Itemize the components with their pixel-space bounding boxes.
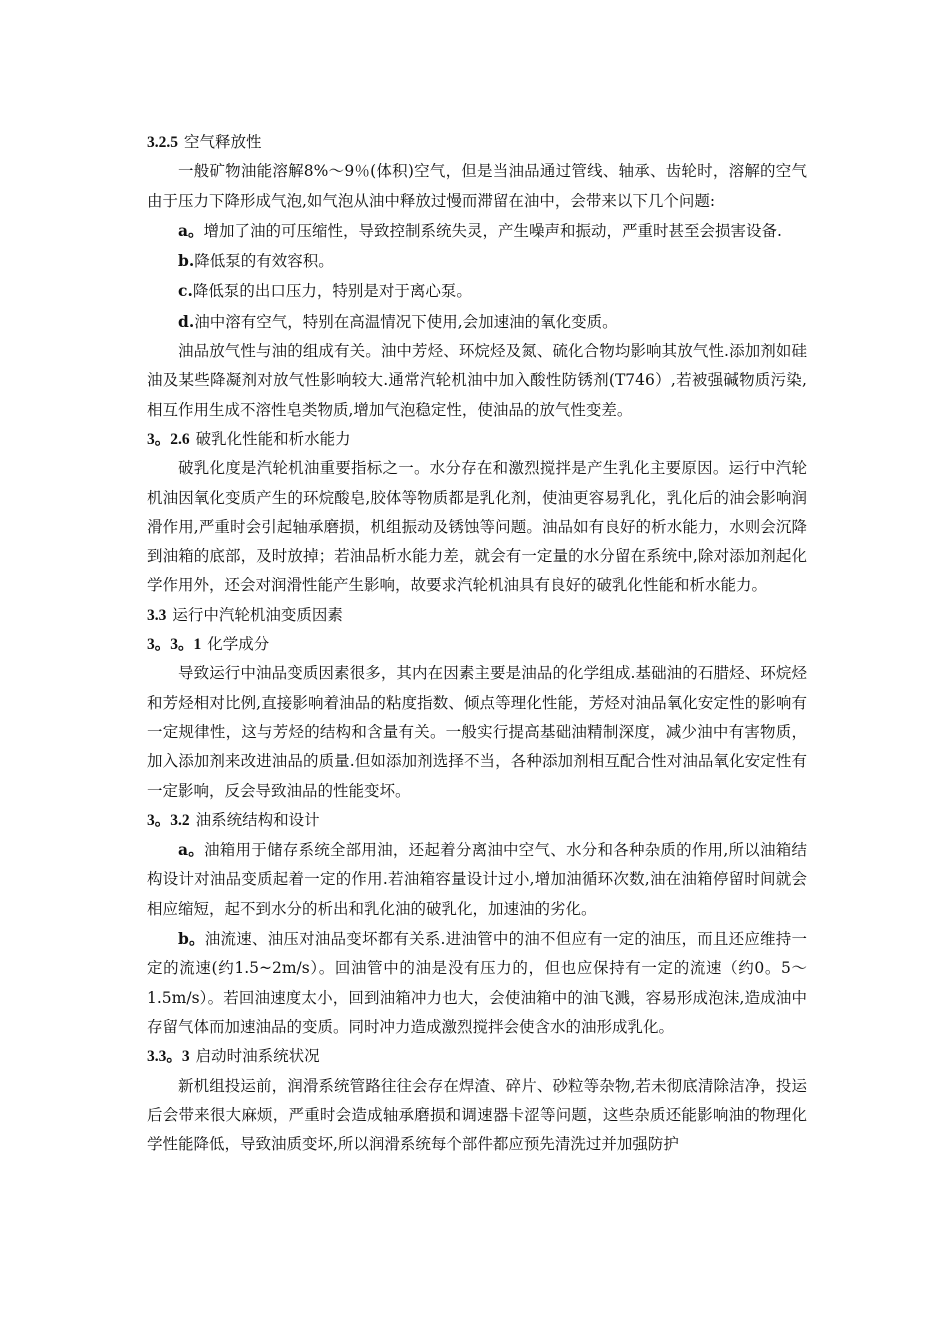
section-heading: 3.3。3 启动时油系统状况 <box>147 1047 320 1066</box>
section-heading: 3.2.5 空气释放性 <box>147 133 262 151</box>
section-heading: 3。2.6 破乳化性能和析水能力 <box>147 429 351 448</box>
paragraph: 一般矿物油能溶解8%～9％(体积)空气，但是当油品通过管线、轴承、齿轮时，溶解的空气由于压力下降形成气泡,如气泡从油中释放过慢而滞留在油中，会带来以下几个问题: <box>147 162 807 210</box>
paragraph: 破乳化度是汽轮机油重要指标之一。水分存在和激烈搅拌是产生乳化主要原因。运行中汽轮机油因氧化变质产生的环烷酸皂,胶体等物质都是乳化剂，使油更容易乳化，乳化后的油会影响润滑作用,严重时会引起轴承磨损，机组振动及锈蚀等问题。油品如有良好的析水能力，水则会沉降到油箱的底部，及时放掉；若油品析水能力差，就会有一定量的水分留在系统中,除对添加剂起化学作用外，还会对润滑性能产生影响，故要求汽轮机油具有良好的破乳化性能和析水能力。 <box>147 459 807 595</box>
paragraph: 油品放气性与油的组成有关。油中芳烃、环烷烃及氮、硫化合物均影响其放气性.添加剂如硅油及某些降凝剂对放气性影响较大.通常汽轮机油中加入酸性防锈剂(T746）,若被强碱物质污染,相互作用生成不溶性皂类物质,增加气泡稳定性，使油品的放气性变差。 <box>147 342 807 419</box>
paragraph: 新机组投运前，润滑系统管路往往会存在焊渣、碎片、砂粒等杂物,若未彻底清除洁净，投运后会带来很大麻烦，严重时会造成轴承磨损和调速器卡涩等问题，这些杂质还能影响油的物理化学性能降低，导致油质变坏,所以润滑系统每个部件都应预先清洗过并加强防护 <box>147 1076 807 1154</box>
list-item: b。油流速、油压对油品变坏都有关系.进油管中的油不但应有一定的油压，而且还应维持一定的流速(约1.5~2m/s）。回油管中的油是没有压力的，但也应保持有一定的流速（约0。5～1.5m/s）。若回油速度太小，回到油箱冲力也大，会使油箱中的油飞溅，容易形成泡沫,造成油中存留气体而加速油品的变质。同时冲力造成激烈搅拌会使含水的油形成乳化。 <box>147 929 807 1036</box>
document-page <box>147 128 807 1159</box>
list-item: a。油箱用于储存系统全部用油，还起着分离油中空气、水分和各种杂质的作用,所以油箱结构设计对油品变质起着一定的作用.若油箱容量设计过小,增加油循环次数,油在油箱停留时间就会相应缩短，起不到水分的析出和乳化油的破乳化，加速油的劣化。 <box>147 840 808 918</box>
section-heading: 3.3 运行中汽轮机油变质因素 <box>147 605 343 624</box>
list-item: a。增加了油的可压缩性，导致控制系统失灵，产生噪声和振动，严重时甚至会损害设备. <box>178 220 782 240</box>
section-heading: 3。3.2 油系统结构和设计 <box>147 810 320 829</box>
list-item: d.油中溶有空气，特别在高温情况下使用,会加速油的氧化变质。 <box>178 311 618 331</box>
section-heading: 3。3。1 化学成分 <box>147 635 270 654</box>
paragraph: 导致运行中油品变质因素很多，其内在因素主要是油品的化学组成.基础油的石腊烃、环烷烃和芳烃相对比例,直接影响着油品的粘度指数、倾点等理化性能，芳烃对油品氧化安定性的影响有一定规律性，这与芳烃的结构和含量有关。一般实行提高基础油精制深度，减少油中有害物质，加入添加剂来改进油品的质量.但如添加剂选择不当，各种添加剂相互配合性对油品氧化安定性有一定影响，反会导致油品的性能变坏。 <box>147 664 807 800</box>
list-item: c.降低泵的出口压力，特别是对于离心泵。 <box>178 281 472 301</box>
list-item: b.降低泵的有效容积。 <box>178 251 334 271</box>
